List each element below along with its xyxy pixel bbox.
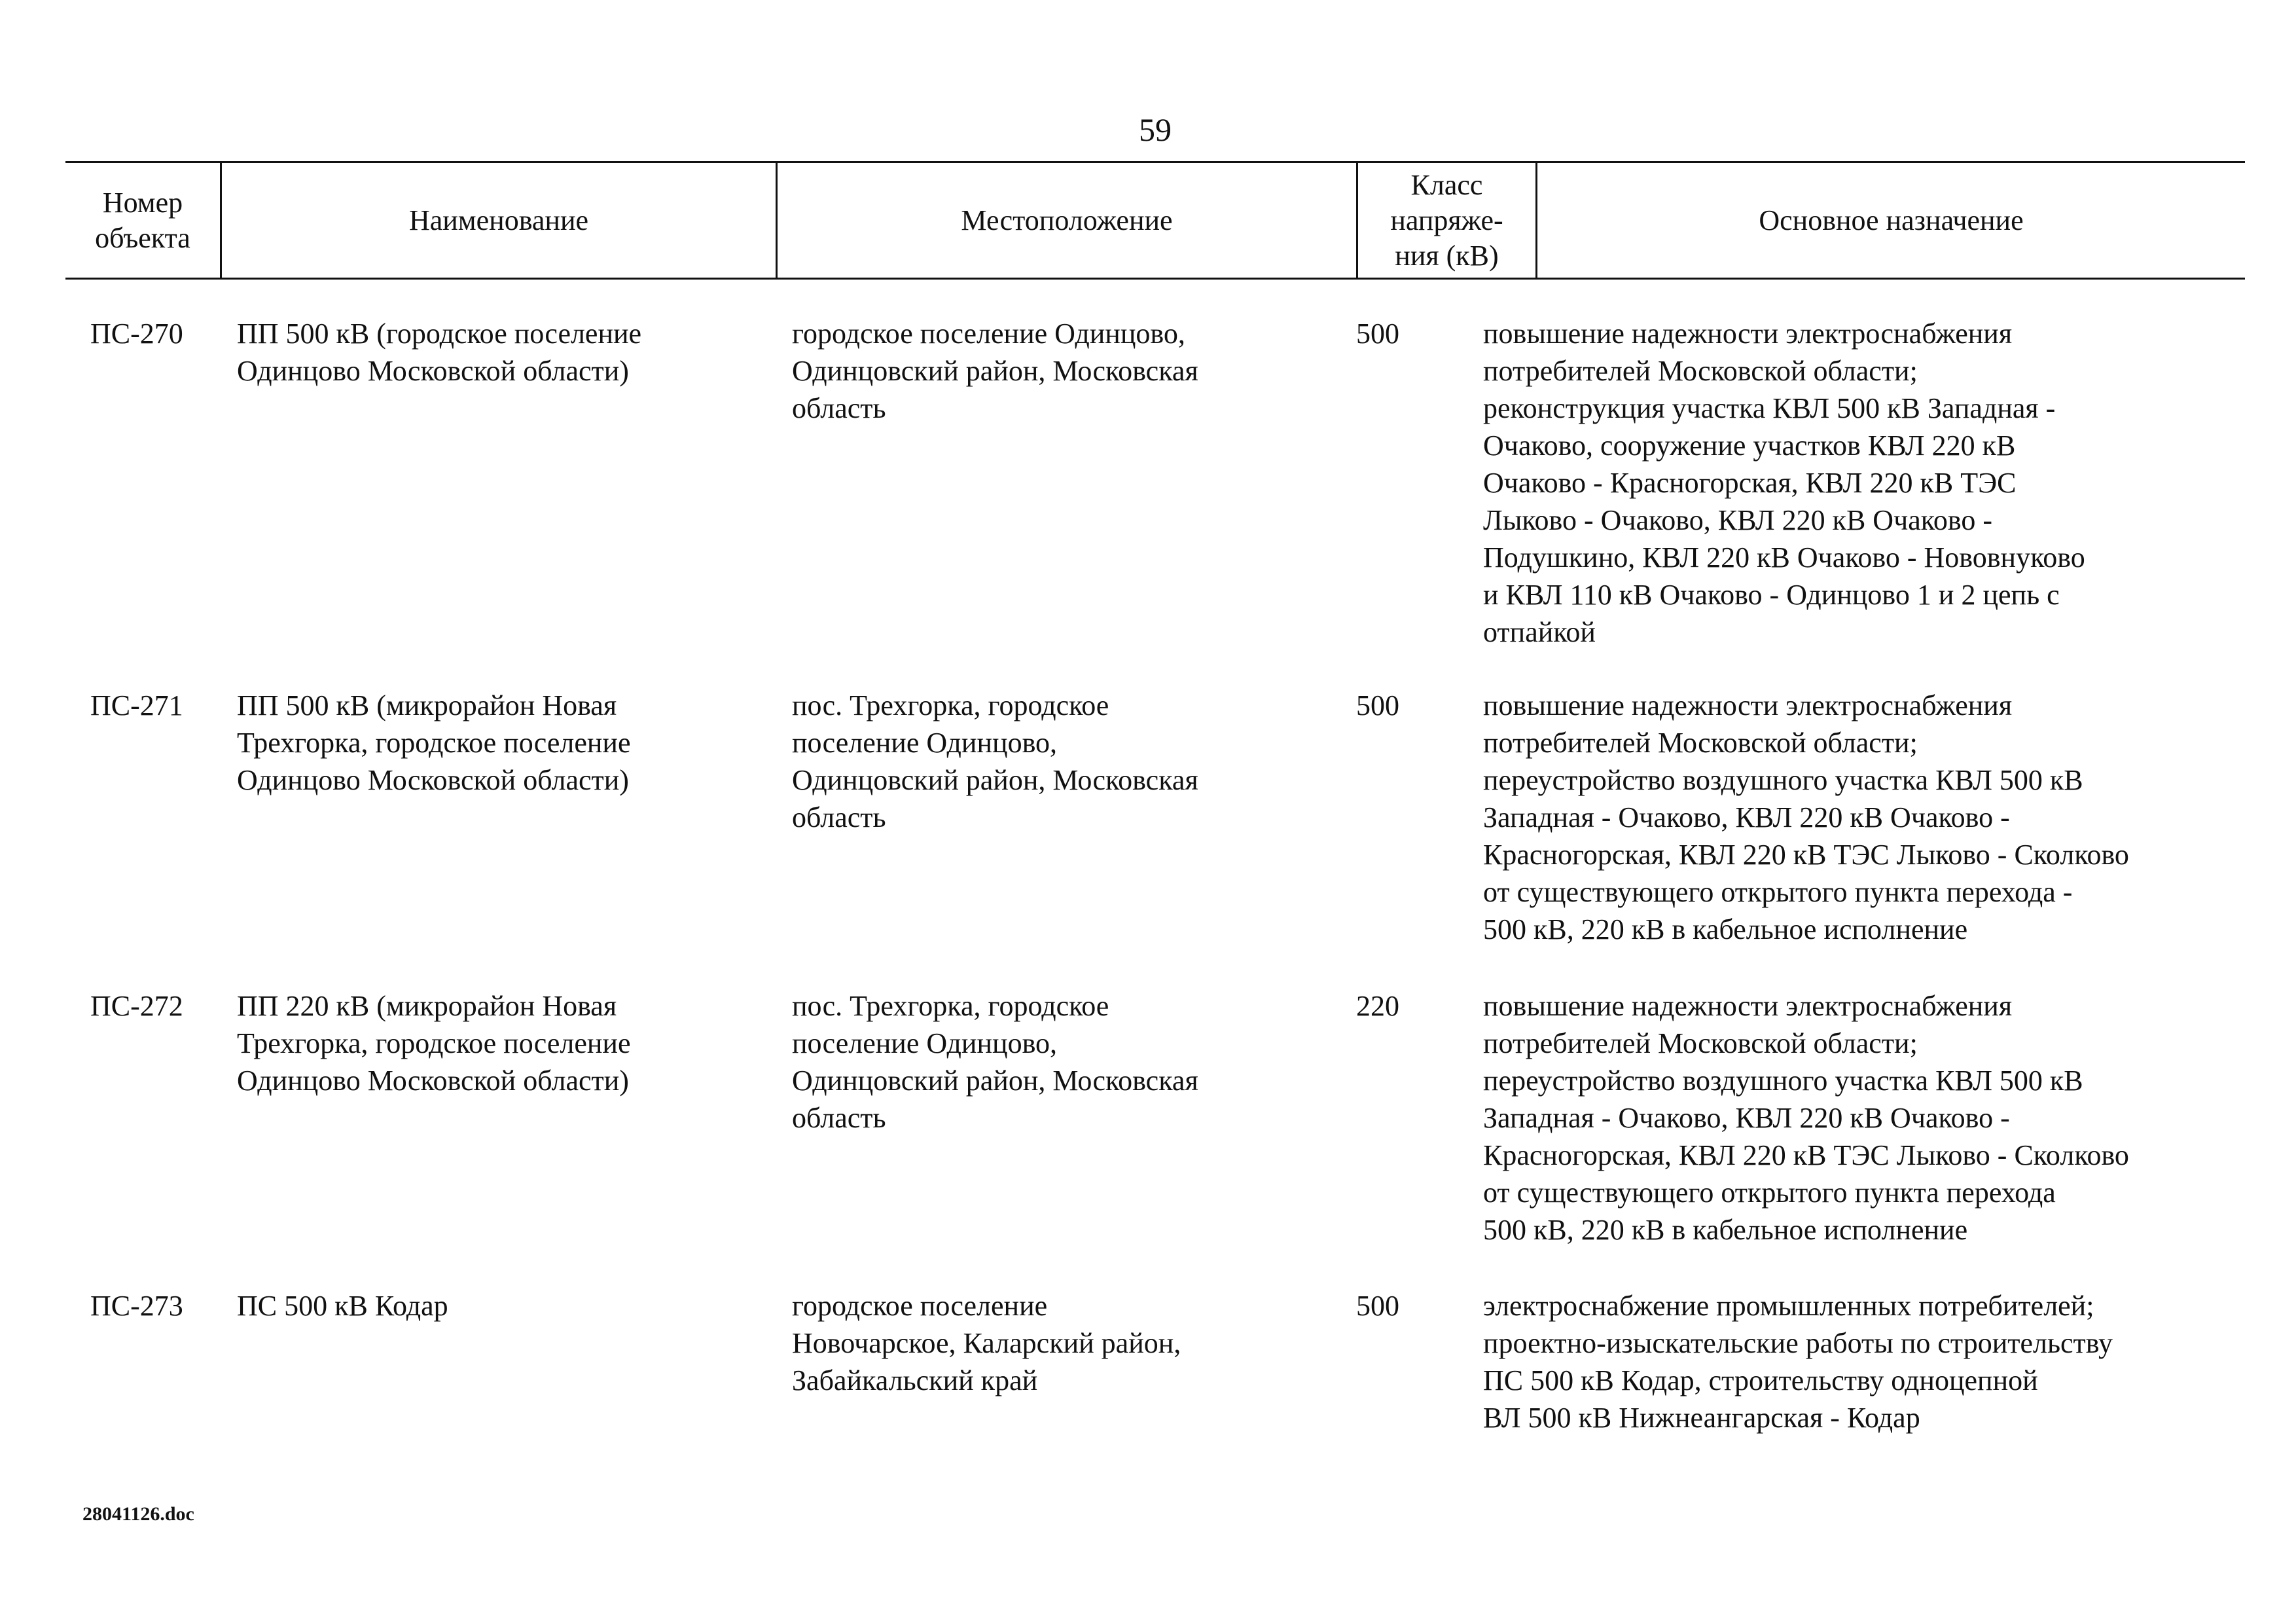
object-purpose-line: Очаково - Красногорская, КВЛ 220 кВ ТЭС — [1483, 467, 2017, 499]
object-location-line: пос. Трехгорка, городское — [792, 990, 1109, 1022]
object-purpose-line: переустройство воздушного участка КВЛ 500 кВ — [1483, 1065, 2083, 1097]
object-location-line: область — [792, 392, 886, 424]
object-name-line: ПС 500 кВ Кодар — [237, 1290, 448, 1322]
object-purpose-line: проектно-изыскательские работы по строительству — [1483, 1327, 2113, 1359]
object-number: ПС-270 — [90, 318, 183, 350]
header-location: Местоположение — [961, 204, 1173, 236]
header-voltage — [1358, 163, 1535, 278]
header-voltage-line: ния (кВ) — [1395, 239, 1499, 272]
object-location-line: поселение Одинцово, — [792, 1027, 1058, 1059]
object-name-line: Одинцово Московской области) — [237, 764, 629, 796]
header-num-line: объекта — [95, 221, 190, 254]
table-header — [65, 161, 2245, 280]
object-number: ПС-272 — [90, 990, 183, 1022]
object-purpose-line: и КВЛ 110 кВ Очаково - Одинцово 1 и 2 цепь с — [1483, 579, 2060, 611]
object-location-line: городское поселение — [792, 1290, 1048, 1322]
object-purpose-line: отпайкой — [1483, 616, 1596, 648]
object-location-line: область — [792, 1102, 886, 1134]
object-name — [237, 1287, 774, 1324]
object-purpose — [1483, 315, 2245, 651]
object-purpose-line: повышение надежности электроснабжения — [1483, 990, 2013, 1022]
object-name-line: Одинцово Московской области) — [237, 355, 629, 387]
header-num-line: Номер — [102, 186, 183, 219]
object-purpose-line: Западная - Очаково, КВЛ 220 кВ Очаково - — [1483, 801, 2010, 833]
object-purpose-line: 500 кВ, 220 кВ в кабельное исполнение — [1483, 913, 1968, 945]
object-purpose-line: ВЛ 500 кВ Нижнеангарская - Кодар — [1483, 1402, 1920, 1434]
object-location-line: Одинцовский район, Московская — [792, 355, 1198, 387]
object-purpose-line: Очаково, сооружение участков КВЛ 220 кВ — [1483, 429, 2016, 462]
object-voltage: 500 — [1356, 318, 1399, 350]
file-name: 28041126.doc — [82, 1503, 194, 1525]
object-name-line: ПП 220 кВ (микрорайон Новая — [237, 990, 617, 1022]
object-voltage: 500 — [1356, 689, 1399, 721]
object-purpose-line: потребителей Московской области; — [1483, 1027, 1918, 1059]
object-purpose — [1483, 1287, 2245, 1436]
object-purpose-line: от существующего открытого пункта перехода - — [1483, 876, 2073, 908]
object-purpose-line: ПС 500 кВ Кодар, строительству одноцепной — [1483, 1364, 2038, 1396]
header-voltage-line: напряже- — [1390, 204, 1503, 236]
object-purpose-line: 500 кВ, 220 кВ в кабельное исполнение — [1483, 1214, 1968, 1246]
objects-table — [65, 161, 2245, 1434]
object-location-line: Новочарское, Каларский район, — [792, 1327, 1181, 1359]
object-name-line: ПП 500 кВ (микрорайон Новая — [237, 689, 617, 721]
object-number: ПС-273 — [90, 1290, 183, 1322]
object-purpose-line: потребителей Московской области; — [1483, 355, 1918, 387]
page-number: 59 — [1139, 111, 1172, 148]
object-number: ПС-271 — [90, 689, 183, 721]
object-purpose-line: потребителей Московской области; — [1483, 727, 1918, 759]
object-location-line: Одинцовский район, Московская — [792, 1065, 1198, 1097]
object-name — [237, 987, 774, 1099]
object-purpose-line: повышение надежности электроснабжения — [1483, 689, 2013, 721]
object-location — [792, 987, 1342, 1137]
object-purpose-line: Подушкино, КВЛ 220 кВ Очаково - Нововнуково — [1483, 541, 2085, 574]
object-location-line: область — [792, 801, 886, 833]
object-location-line: городское поселение Одинцово, — [792, 318, 1185, 350]
object-purpose-line: Красногорская, КВЛ 220 кВ ТЭС Лыково - Сколково — [1483, 839, 2129, 871]
object-location-line: Одинцовский район, Московская — [792, 764, 1198, 796]
object-name-line: Одинцово Московской области) — [237, 1065, 629, 1097]
object-purpose — [1483, 987, 2245, 1249]
header-name: Наименование — [408, 204, 589, 236]
object-name — [237, 315, 774, 390]
header-purpose: Основное назначение — [1759, 204, 2024, 236]
object-name-line: ПП 500 кВ (городское поселение — [237, 318, 642, 350]
object-purpose-line: Красногорская, КВЛ 220 кВ ТЭС Лыково - Сколково — [1483, 1139, 2129, 1171]
object-name-line: Трехгорка, городское поселение — [237, 1027, 631, 1059]
object-name-line: Трехгорка, городское поселение — [237, 727, 631, 759]
object-purpose — [1483, 687, 2245, 948]
header-voltage-line: Класс — [1410, 168, 1483, 201]
object-purpose-line: Западная - Очаково, КВЛ 220 кВ Очаково - — [1483, 1102, 2010, 1134]
object-purpose-line: Лыково - Очаково, КВЛ 220 кВ Очаково - — [1483, 504, 1993, 536]
object-location-line: поселение Одинцово, — [792, 727, 1058, 759]
object-location — [792, 687, 1342, 836]
object-location — [792, 315, 1342, 427]
object-location-line: пос. Трехгорка, городское — [792, 689, 1109, 721]
object-purpose-line: от существующего открытого пункта перехода — [1483, 1176, 2056, 1209]
object-location-line: Забайкальский край — [792, 1364, 1038, 1396]
header-num — [65, 163, 220, 278]
object-purpose-line: электроснабжение промышленных потребителей; — [1483, 1290, 2094, 1322]
object-location — [792, 1287, 1342, 1399]
object-purpose-line: переустройство воздушного участка КВЛ 500 кВ — [1483, 764, 2083, 796]
object-name — [237, 687, 774, 799]
object-voltage: 500 — [1356, 1290, 1399, 1322]
object-purpose-line: повышение надежности электроснабжения — [1483, 318, 2013, 350]
object-purpose-line: реконструкция участка КВЛ 500 кВ Западная - — [1483, 392, 2056, 424]
object-voltage: 220 — [1356, 990, 1399, 1022]
